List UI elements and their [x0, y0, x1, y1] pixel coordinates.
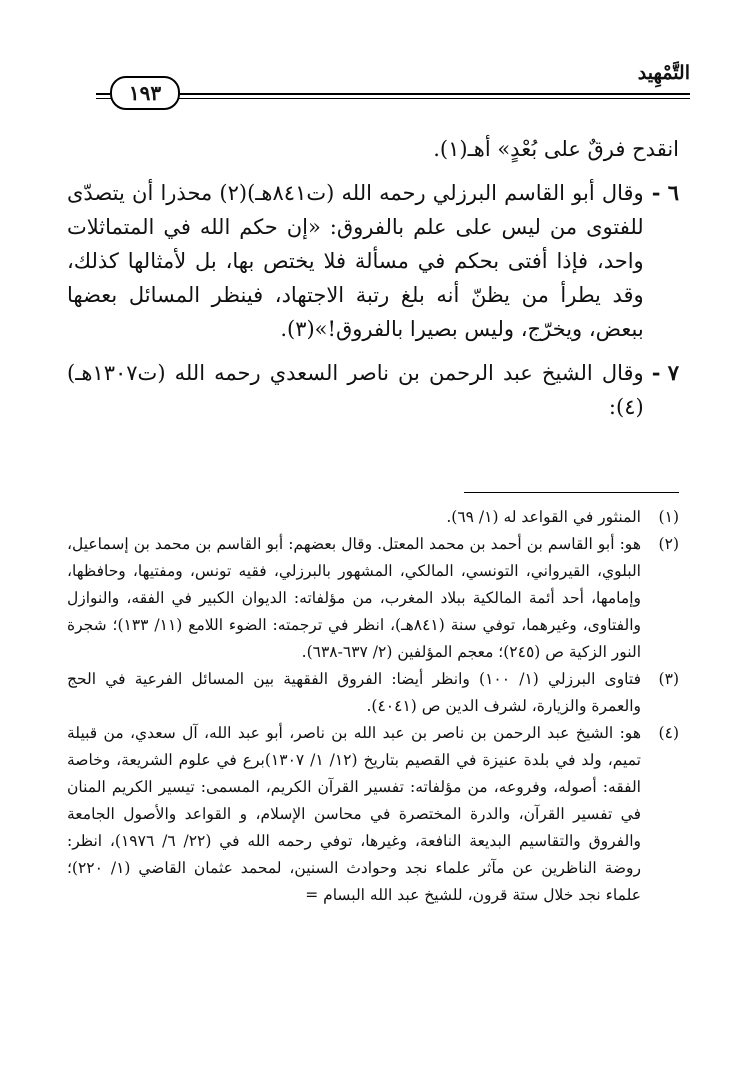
chapter-title: التَّمْهِيد: [637, 62, 690, 84]
footnote: [67, 504, 679, 531]
footnote-text: هو: الشيخ عبد الرحمن بن ناصر بن عبد الله بن ناصر، أبو عبد الله، آل سعدي، من قبيلة تميم، ولد في بلدة عنيزة في القصيم بتاريخ (١٢/ ١/ ١٣٠٧)برع في علوم الشريعة، وخاصة الفقه: أصوله، وفروعه، من مؤلفاته: تفسير القرآن الكريم، المسمى: تيسير الكريم المنان في تفسير القرآن، والدرة المختصرة في محاسن الإسلام، و القواعد والأصول الجامعة والفروق والتقاسيم البديعة النافعة، وغيرها، توفي رحمه الله في (٢٢/ ٦/ ١٩٧٦)، انظر: روضة الناظرين عن مآثر علماء نجد وحوادث السنين، لمحمد عثمان القاضي (١/ ٢٢٠)؛ علماء نجد خلال ستة قرون، للشيخ عبد الله البسام =: [67, 724, 642, 904]
main-text: [67, 132, 679, 434]
footnote-number: (٤): [658, 724, 679, 742]
page-header: [96, 52, 690, 112]
footnote: [67, 666, 679, 720]
footnote: [67, 720, 679, 909]
item-number: ٦ -: [651, 180, 679, 205]
header-rule-thin: [96, 98, 690, 99]
intro-paragraph: انقدح فرقٌ على بُعْدٍ» أهـ(١).: [433, 137, 679, 161]
footnote-text: هو: أبو القاسم بن أحمد بن محمد المعتل. وقال بعضهم: أبو القاسم بن محمد بن إسماعيل، البلوي، القيرواني، التونسي، المالكي، المشهور بالبرزلي، فقيه تونس، ومفتيها، وحافظها، وإمامها، أحد أئمة المالكية ببلاد المغرب، من مؤلفاته: الديوان الكبير في الفقه، والنوازل والفتاوى، وغيرهما، توفي سنة (٨٤١هـ)، انظر في ترجمته: الضوء اللامع (١١/ ١٣٣)؛ شجرة النور الزكية ص (٢٤٥)؛ معجم المؤلفين (٢/ ٦٣٧-٦٣٨).: [67, 535, 641, 661]
footnote-number: (١): [658, 508, 679, 526]
footnotes: [67, 504, 679, 909]
item-text: وقال أبو القاسم البرزلي رحمه الله (ت٨٤١هـ)(٢) محذرا أن يتصدّى للفتوى من ليس على علم بالفروق: «إن حكم الله في المتماثلات واحد، فإذا أفتى بحكم في مسألة فلا يختص بها، بل لأمثالها كذلك، وقد يطرأ من يظنّ أنه بلغ رتبة الاجتهاد، فينظر المسائل بعضها ببعض، ويخرّج، وليس بصيرا بالفروق!»(٣).: [67, 181, 644, 341]
footnote-text: المنثور في القواعد له (١/ ٦٩).: [446, 508, 641, 526]
header-rule-thick: [96, 93, 690, 95]
footnote-text: فتاوى البرزلي (١/ ١٠٠) وانظر أيضا: الفروق الفقهية بين المسائل الفرعية في الحج والعمرة والزيارة، لشرف الدين ص (٤٠٤١).: [67, 670, 641, 715]
footnote-separator: [464, 492, 679, 493]
footnote-number: (٢): [658, 535, 679, 553]
page-number: ١٩٣: [110, 76, 180, 110]
item-text: وقال الشيخ عبد الرحمن بن ناصر السعدي رحمه الله (ت١٣٠٧هـ)(٤):: [67, 361, 644, 419]
footnote-number: (٣): [658, 670, 679, 688]
item-number: ٧ -: [651, 360, 679, 385]
list-item: [67, 176, 679, 346]
list-item: [67, 356, 679, 424]
footnote: [67, 531, 679, 666]
